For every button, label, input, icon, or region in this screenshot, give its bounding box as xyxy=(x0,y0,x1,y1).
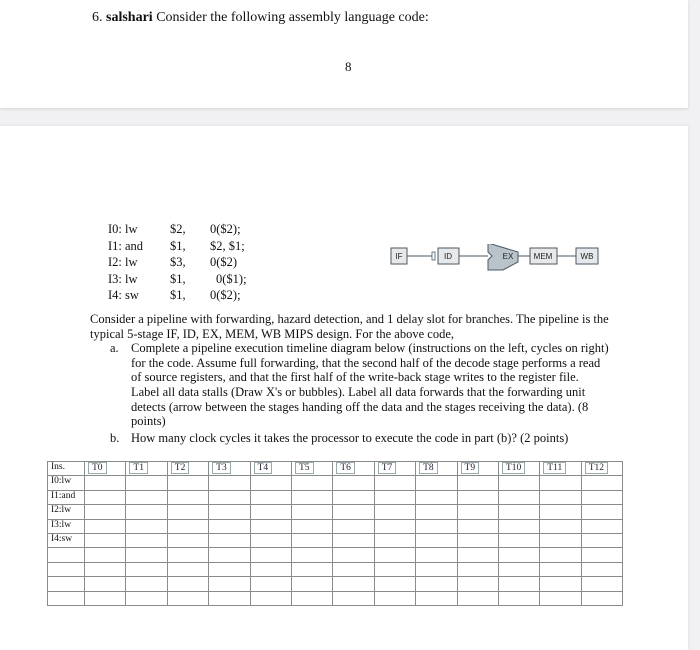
cycle-label: T6 xyxy=(336,462,355,474)
timeline-cell[interactable] xyxy=(457,548,498,562)
timeline-cell[interactable] xyxy=(416,533,457,547)
timeline-cell[interactable] xyxy=(250,533,291,547)
timeline-cell[interactable] xyxy=(374,505,415,519)
stage-label-ex: EX xyxy=(502,252,514,261)
timeline-cell[interactable] xyxy=(250,577,291,591)
timeline-cell[interactable] xyxy=(416,476,457,490)
page-main xyxy=(0,126,688,650)
timeline-cell[interactable] xyxy=(457,562,498,576)
cycle-header xyxy=(250,462,291,476)
timeline-cell[interactable] xyxy=(209,533,250,547)
cycle-header xyxy=(457,462,498,476)
table-header-row xyxy=(48,462,623,476)
timeline-cell[interactable] xyxy=(167,591,208,605)
instruction-cell xyxy=(48,548,85,562)
timeline-cell[interactable] xyxy=(416,548,457,562)
cycle-header xyxy=(167,462,208,476)
timeline-cell[interactable] xyxy=(333,548,374,562)
timeline-cell[interactable] xyxy=(250,548,291,562)
timeline-cell[interactable] xyxy=(291,548,332,562)
timeline-cell[interactable] xyxy=(416,490,457,504)
timeline-cell[interactable] xyxy=(291,476,332,490)
timeline-cell[interactable] xyxy=(250,490,291,504)
cycle-header xyxy=(85,462,126,476)
timeline-cell[interactable] xyxy=(291,490,332,504)
timeline-cell[interactable] xyxy=(333,519,374,533)
instruction-cell: I0:lw xyxy=(48,476,85,490)
part-a-marker: a. xyxy=(110,341,119,356)
page-top xyxy=(0,0,688,108)
instruction-cell xyxy=(48,562,85,576)
code-register: $2, xyxy=(170,222,186,236)
instruction-cell: I2:lw xyxy=(48,505,85,519)
timeline-cell[interactable] xyxy=(250,476,291,490)
timeline-cell[interactable] xyxy=(291,533,332,547)
code-register: $1, xyxy=(170,238,186,253)
timeline-cell[interactable] xyxy=(209,476,250,490)
code-register: $1, xyxy=(170,288,186,302)
timeline-cell[interactable] xyxy=(85,533,126,547)
part-b-text: How many clock cycles it takes the processor to execute the code in part (b)? (2 points) xyxy=(131,430,569,445)
code-register: $1, xyxy=(170,271,186,286)
timeline-cell[interactable] xyxy=(209,577,250,591)
timeline-cell[interactable] xyxy=(167,562,208,576)
cycle-header xyxy=(416,462,457,476)
timeline-cell[interactable] xyxy=(540,591,581,605)
timeline-cell[interactable] xyxy=(581,577,622,591)
timeline-cell[interactable] xyxy=(126,533,167,547)
timeline-cell[interactable] xyxy=(374,533,415,547)
stage-label-if: IF xyxy=(395,252,403,261)
timeline-cell[interactable] xyxy=(291,577,332,591)
timeline-cell[interactable] xyxy=(209,548,250,562)
timeline-cell[interactable] xyxy=(126,519,167,533)
timeline-cell[interactable] xyxy=(581,476,622,490)
timeline-cell[interactable] xyxy=(126,490,167,504)
timeline-cell[interactable] xyxy=(498,548,539,562)
timeline-cell[interactable] xyxy=(85,490,126,504)
stage-label-mem: MEM xyxy=(533,252,553,261)
timeline-cell[interactable] xyxy=(250,505,291,519)
timeline-cell[interactable] xyxy=(250,519,291,533)
code-label: I2: lw xyxy=(108,255,138,269)
timeline-cell[interactable] xyxy=(333,562,374,576)
stage-label-id: ID xyxy=(444,252,452,261)
timeline-cell[interactable] xyxy=(540,476,581,490)
code-line xyxy=(108,221,308,238)
timeline-cell[interactable] xyxy=(126,562,167,576)
timeline-cell[interactable] xyxy=(498,591,539,605)
timeline-cell[interactable] xyxy=(498,577,539,591)
table-row xyxy=(48,562,623,576)
table-row xyxy=(48,548,623,562)
cycle-label: T7 xyxy=(378,462,397,474)
timeline-cell[interactable] xyxy=(209,490,250,504)
timeline-cell[interactable] xyxy=(581,505,622,519)
timeline-cell[interactable] xyxy=(85,505,126,519)
timeline-cell[interactable] xyxy=(85,562,126,576)
question-intro: Consider a pipeline with forwarding, hazard detection, and 1 delay slot for branches. The pipeline is the typical 5-stage IF, ID, EX, MEM, WB MIPS design. For the above code, xyxy=(90,312,609,341)
timeline-cell[interactable] xyxy=(167,476,208,490)
cycle-label: T8 xyxy=(419,462,438,474)
timeline-cell[interactable] xyxy=(540,533,581,547)
cycle-label: T1 xyxy=(129,462,148,474)
ins-column-header: Ins. xyxy=(48,462,85,476)
question-text xyxy=(90,312,610,445)
timeline-cell[interactable] xyxy=(374,490,415,504)
timeline-cell[interactable] xyxy=(581,591,622,605)
pipeline-timeline-table xyxy=(47,461,623,606)
timeline-cell[interactable] xyxy=(126,505,167,519)
timeline-cell[interactable] xyxy=(416,577,457,591)
cycle-header xyxy=(540,462,581,476)
cycle-header xyxy=(581,462,622,476)
timeline-cell[interactable] xyxy=(581,519,622,533)
cycle-label: T12 xyxy=(585,462,608,474)
table-row xyxy=(48,519,623,533)
instruction-cell: I1:and xyxy=(48,490,85,504)
timeline-cell[interactable] xyxy=(85,519,126,533)
timeline-cell[interactable] xyxy=(416,562,457,576)
code-label: I1: and xyxy=(108,238,144,253)
code-line xyxy=(108,254,308,271)
timeline-cell[interactable] xyxy=(291,519,332,533)
timeline-cell[interactable] xyxy=(167,490,208,504)
timeline-cell[interactable] xyxy=(374,577,415,591)
table-body xyxy=(48,476,623,606)
cycle-label: T5 xyxy=(295,462,314,474)
timeline-cell[interactable] xyxy=(498,519,539,533)
timeline-cell[interactable] xyxy=(85,591,126,605)
code-operands: 0($1); xyxy=(216,271,247,286)
timeline-cell[interactable] xyxy=(374,476,415,490)
pipeline-register xyxy=(432,252,435,260)
table-row xyxy=(48,591,623,605)
timeline-cell[interactable] xyxy=(333,533,374,547)
timeline-cell[interactable] xyxy=(498,490,539,504)
part-b xyxy=(90,431,610,446)
timeline-cell[interactable] xyxy=(581,548,622,562)
pipeline-diagram xyxy=(384,244,606,284)
instruction-cell xyxy=(48,577,85,591)
timeline-cell[interactable] xyxy=(457,490,498,504)
instruction-cell: I3:lw xyxy=(48,519,85,533)
timeline-cell[interactable] xyxy=(581,533,622,547)
timeline-cell[interactable] xyxy=(85,548,126,562)
question-number: 6. xyxy=(92,10,103,25)
code-line xyxy=(108,238,308,255)
timeline-cell[interactable] xyxy=(333,476,374,490)
code-line xyxy=(108,287,308,304)
timeline-cell[interactable] xyxy=(291,505,332,519)
code-operands: 0($2) xyxy=(210,255,238,269)
timeline-cell[interactable] xyxy=(498,562,539,576)
timeline-cell[interactable] xyxy=(126,577,167,591)
timeline-cell[interactable] xyxy=(333,591,374,605)
timeline-cell[interactable] xyxy=(540,577,581,591)
timeline-cell[interactable] xyxy=(457,476,498,490)
page-number: 8 xyxy=(345,59,352,74)
timeline-cell[interactable] xyxy=(85,577,126,591)
stage-label-wb: WB xyxy=(580,252,594,261)
timeline-cell[interactable] xyxy=(167,533,208,547)
code-register: $3, xyxy=(170,255,186,269)
timeline-cell[interactable] xyxy=(126,476,167,490)
cycle-label: T2 xyxy=(171,462,190,474)
question-prompt: Consider the following assembly language code: xyxy=(156,10,429,25)
cycle-label: T10 xyxy=(502,462,525,474)
table-row xyxy=(48,490,623,504)
timeline-cell[interactable] xyxy=(250,562,291,576)
code-operands: 0($2); xyxy=(210,288,241,302)
timeline-cell[interactable] xyxy=(540,519,581,533)
code-operands: 0($2); xyxy=(210,222,241,236)
timeline-cell[interactable] xyxy=(250,591,291,605)
timeline-cell[interactable] xyxy=(167,505,208,519)
timeline-cell[interactable] xyxy=(374,562,415,576)
instruction-cell: I4:sw xyxy=(48,533,85,547)
cycle-header xyxy=(333,462,374,476)
timeline-cell[interactable] xyxy=(167,519,208,533)
timeline-cell[interactable] xyxy=(85,476,126,490)
timeline-cell[interactable] xyxy=(209,519,250,533)
part-a-text: Complete a pipeline execution timeline diagram below (instructions on the left, cycles on right) for the code. Assume full forwarding, that the second half of the decode stage performs a read of source registers, and that the first half of the write-back stage writes to the register file. Label all data stalls (Draw X's or bubbles). Label all data forwards that the forwarding unit detects (arrow between the stages handing off the data and the stages receiving the data). (8 points) xyxy=(131,341,609,429)
cycle-label: T4 xyxy=(254,462,273,474)
code-label: I4: sw xyxy=(108,288,139,302)
code-line xyxy=(108,271,308,288)
timeline-cell[interactable] xyxy=(126,548,167,562)
timeline-cell[interactable] xyxy=(333,577,374,591)
question-author: salshari xyxy=(106,10,153,25)
part-a xyxy=(90,341,610,429)
timeline-cell[interactable] xyxy=(374,519,415,533)
timeline-cell[interactable] xyxy=(209,505,250,519)
timeline-cell[interactable] xyxy=(457,591,498,605)
cycle-header xyxy=(209,462,250,476)
timeline-cell[interactable] xyxy=(374,548,415,562)
timeline-cell[interactable] xyxy=(457,519,498,533)
timeline-cell[interactable] xyxy=(457,577,498,591)
timeline-cell[interactable] xyxy=(581,490,622,504)
cycle-label: T0 xyxy=(88,462,107,474)
timeline-cell[interactable] xyxy=(167,548,208,562)
timeline-cell[interactable] xyxy=(291,591,332,605)
timeline-cell[interactable] xyxy=(333,505,374,519)
table-row xyxy=(48,505,623,519)
timeline-cell[interactable] xyxy=(374,591,415,605)
cycle-header xyxy=(374,462,415,476)
code-operands: $2, $1; xyxy=(210,238,245,253)
timeline-cell[interactable] xyxy=(457,533,498,547)
timeline-cell[interactable] xyxy=(167,577,208,591)
table-row xyxy=(48,533,623,547)
timeline-cell[interactable] xyxy=(291,562,332,576)
cycle-header xyxy=(498,462,539,476)
part-b-marker: b. xyxy=(110,430,120,445)
timeline-cell[interactable] xyxy=(126,591,167,605)
cycle-label: T11 xyxy=(543,462,566,474)
timeline-cell[interactable] xyxy=(498,505,539,519)
timeline-cell[interactable] xyxy=(498,476,539,490)
cycle-header xyxy=(126,462,167,476)
timeline-cell[interactable] xyxy=(333,490,374,504)
timeline-cell[interactable] xyxy=(209,562,250,576)
cycle-header xyxy=(291,462,332,476)
timeline-cell[interactable] xyxy=(540,548,581,562)
table-row xyxy=(48,577,623,591)
instruction-cell xyxy=(48,591,85,605)
question-header xyxy=(92,10,429,26)
timeline-cell[interactable] xyxy=(416,591,457,605)
table-row xyxy=(48,476,623,490)
timeline-cell[interactable] xyxy=(540,505,581,519)
timeline-cell[interactable] xyxy=(416,519,457,533)
timeline-cell[interactable] xyxy=(498,533,539,547)
timeline-cell[interactable] xyxy=(457,505,498,519)
assembly-code xyxy=(108,221,308,304)
code-label: I3: lw xyxy=(108,271,138,286)
timeline-cell[interactable] xyxy=(416,505,457,519)
cycle-label: T9 xyxy=(461,462,480,474)
cycle-label: T3 xyxy=(212,462,231,474)
timeline-cell[interactable] xyxy=(540,490,581,504)
timeline-cell[interactable] xyxy=(209,591,250,605)
timeline-cell[interactable] xyxy=(581,562,622,576)
code-label: I0: lw xyxy=(108,222,138,236)
timeline-cell[interactable] xyxy=(540,562,581,576)
